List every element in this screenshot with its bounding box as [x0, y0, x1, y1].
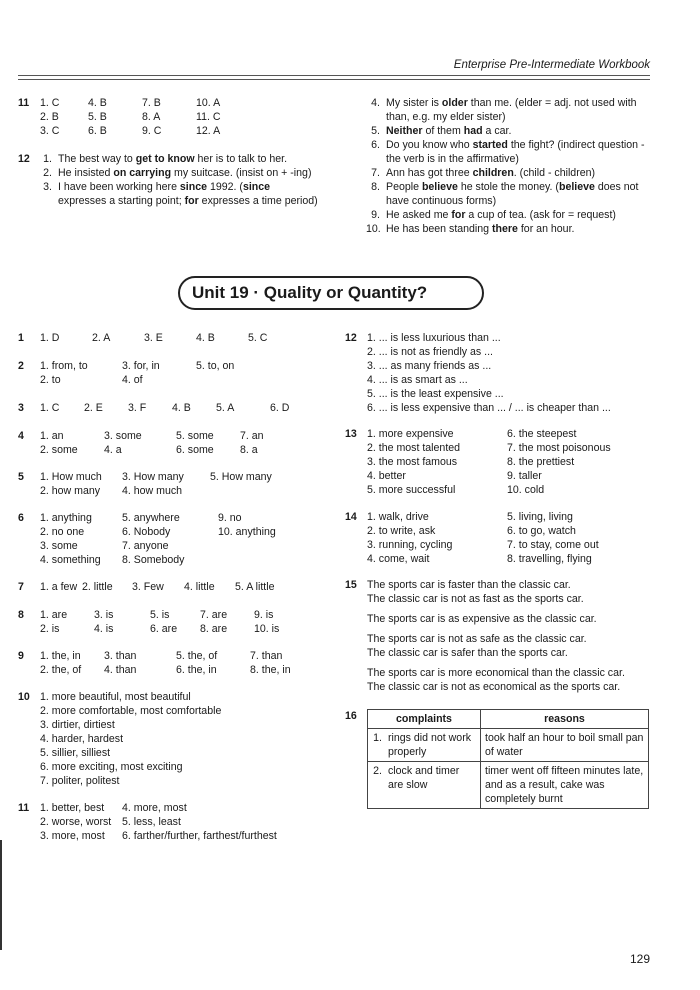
answer: 2. some: [40, 444, 78, 456]
answer-row: [367, 483, 655, 497]
answer: 1. How much: [40, 471, 102, 483]
answer: 4. B: [88, 97, 107, 109]
answer: 2. how many: [40, 485, 101, 497]
sentence: The classic car is not as economical as the sports car.: [367, 681, 621, 693]
answer-row: [40, 829, 338, 843]
exercise-5: 5 1. How much 3. How many 5. How many 2. how many 4. how much: [18, 470, 328, 498]
answer: 10. is: [254, 623, 280, 635]
answer: 3. E: [144, 332, 163, 344]
answer-item: 1. The best way to get to know her is to talk to her.: [43, 153, 288, 165]
answer-row: [40, 511, 328, 525]
answer: 1. from, to: [40, 360, 88, 372]
answer: 1. an: [40, 430, 64, 442]
answer-item: 2. ... is not as friendly as ...: [367, 346, 494, 358]
answer: 7. to stay, come out: [507, 539, 599, 551]
answer-row: [40, 96, 328, 110]
answer-row: [367, 552, 655, 566]
answer-item: 7. Ann has got three children. (child - children): [371, 167, 596, 179]
answer-item: 10. He has been standing there for an hour.: [366, 223, 575, 235]
answer: 9. C: [142, 125, 162, 137]
exercise-8: 8 1. are 3. is 5. is 7. are 9. is 2. is 4. is 6. are 8. are 10. is: [18, 608, 328, 636]
answer: 4. how much: [122, 485, 183, 497]
exercise-12-previous-continued: [366, 96, 650, 236]
answer-row: [367, 510, 655, 524]
answer: 8. Somebody: [122, 554, 185, 566]
answer-row: [40, 110, 328, 124]
answer-item: 6. Do you know who started the fight? (indirect question - the verb is in the affirmative): [371, 139, 645, 165]
exercise-13: 13 1. more expensive 6. the steepest 2. the most talented 7. the most poisonous 3. the most famous 8. the prettiest 4. better 9. taller 5. more successful 10. cold: [345, 427, 655, 497]
answer-row: [367, 524, 655, 538]
answer: 1. D: [40, 332, 60, 344]
answer: 4. than: [104, 664, 137, 676]
answer-item: 1. ... is less luxurious than ...: [367, 332, 501, 344]
answer: 4. more, most: [122, 802, 187, 814]
unit-title: Unit 19 · Quality or Quantity?: [178, 276, 484, 310]
answer: 1. anything: [40, 512, 92, 524]
answer: 2. B: [40, 111, 59, 123]
answer-row: [40, 608, 328, 622]
answer-item: 5. Neither of them had a car.: [371, 125, 512, 137]
answer-row: [367, 441, 655, 455]
exercise-14: 14 1. walk, drive 5. living, living 2. to write, ask 6. to go, watch 3. running, cycling 7. to stay, come out 4. come, wait 8. travelling, flying: [345, 510, 655, 566]
answer: 7. than: [250, 650, 283, 662]
answer-row: [40, 539, 328, 553]
answer: 3. running, cycling: [367, 539, 453, 551]
answer: 12. A: [196, 125, 221, 137]
answer-row: [40, 815, 338, 829]
exercise-1: 1 1. D 2. A 3. E 4. B 5. C: [18, 331, 328, 345]
answer-row: [367, 427, 655, 441]
answer: 5. less, least: [122, 816, 181, 828]
exercise-10: 10 1. more beautiful, most beautiful 2. more comfortable, most comfortable 3. dirtier, dirtiest 4. harder, hardest 5. sillier, silliest 6. more exciting, most exciting 7. politer, politest: [18, 690, 328, 788]
answer-item: 7. politer, politest: [40, 775, 120, 787]
table-row: 2. clock and timer are slow timer went off fifteen minutes late, and as a result, cake was completely burnt: [368, 762, 649, 809]
answer-row: [40, 331, 328, 345]
exercise-9: 9 1. the, in 3. than 5. the, of 7. than 2. the, of 4. than 6. the, in 8. the, in: [18, 649, 328, 677]
answer: 8. the, in: [250, 664, 291, 676]
answer: 6. farther/further, farthest/furthest: [122, 830, 277, 842]
running-header: Enterprise Pre-Intermediate Workbook: [453, 59, 650, 71]
answer: 8. the prettiest: [507, 456, 575, 468]
answer: 8. travelling, flying: [507, 553, 592, 565]
answer-row: [40, 649, 328, 663]
complaints-table: [367, 709, 649, 809]
answer: 3. How many: [122, 471, 184, 483]
answer: 5. anywhere: [122, 512, 180, 524]
answer: 7. B: [142, 97, 161, 109]
table-header: reasons: [481, 710, 649, 729]
sentence: The classic car is safer than the sports car.: [367, 647, 568, 659]
answer: 1. a few: [40, 581, 78, 593]
answer: 3. C: [40, 125, 60, 137]
answer: 7. an: [240, 430, 264, 442]
answer: 2. to: [40, 374, 61, 386]
answer-row: [40, 525, 328, 539]
answer-row: [40, 470, 328, 484]
answer: 3. for, in: [122, 360, 160, 372]
answer: 3. more, most: [40, 830, 105, 842]
answer-item: 3. dirtier, dirtiest: [40, 719, 115, 731]
answer-row: [40, 124, 328, 138]
answer: 4. of: [122, 374, 143, 386]
answer: 10. cold: [507, 484, 545, 496]
answer: 1. walk, drive: [367, 511, 429, 523]
answer-row: [40, 801, 338, 815]
answer-item: 5. ... is the least expensive ...: [367, 388, 504, 400]
exercise-2: 2 1. from, to 3. for, in 5. to, on 2. to 4. of: [18, 359, 328, 387]
answer: 3. some: [40, 540, 78, 552]
answer: 4. a: [104, 444, 122, 456]
answer-item: 3. I have been working here since 1992. (since expresses a starting point; for expresses a time period): [43, 181, 318, 207]
header-rule-2: [18, 79, 650, 80]
answer-item: 1. more beautiful, most beautiful: [40, 691, 191, 703]
list: [40, 152, 320, 208]
answer-row: [40, 359, 328, 373]
table-header: complaints: [368, 710, 481, 729]
exercise-11-previous: 11 1. C 4. B 7. B 10. A 2. B 5. B 8. A 11. C 3. C 6. B 9. C 12. A: [18, 96, 328, 138]
sentence-group: [367, 632, 655, 660]
answer: 5. A little: [235, 581, 275, 593]
answer: 4. something: [40, 554, 101, 566]
answer: 4. is: [94, 623, 114, 635]
answer-item: 4. My sister is older than me. (elder = adj. not used with than, e.g. my elder sister): [371, 97, 637, 123]
answer: 3. F: [128, 402, 147, 414]
answer: 7. anyone: [122, 540, 169, 552]
answer: 3. than: [104, 650, 137, 662]
answer: 9. is: [254, 609, 274, 621]
table-row: 1. rings did not work properly took half an hour to boil small pan of water: [368, 729, 649, 762]
answer: 3. the most famous: [367, 456, 458, 468]
answer: 4. better: [367, 470, 406, 482]
page-edge-mark: [0, 840, 2, 950]
answer: 10. anything: [218, 526, 276, 538]
answer: 4. B: [196, 332, 215, 344]
sentence-group: [367, 578, 655, 606]
exercise-12-previous: 12 1. The best way to get to know her is to talk to her. 2. He insisted on carrying my suitcase. (insist on + -ing) 3. I have been working here since 1992. (since expresses a starting point; for expresses a time period): [18, 152, 320, 208]
answer: 1. are: [40, 609, 68, 621]
answer: 2. the, of: [40, 664, 82, 676]
answer: 11. C: [196, 111, 221, 123]
answer-row: [40, 580, 328, 594]
answer: 3. some: [104, 430, 142, 442]
answer: 1. C: [40, 97, 60, 109]
answer-item: 6. more exciting, most exciting: [40, 761, 183, 773]
list: [366, 96, 650, 236]
answer: 9. no: [218, 512, 242, 524]
answer: 4. come, wait: [367, 553, 430, 565]
answer: 2. no one: [40, 526, 85, 538]
answer-item: 8. People believe he stole the money. (believe does not have continuous forms): [371, 181, 639, 207]
header-rule: [18, 75, 650, 76]
sentence: The sports car is not as safe as the classic car.: [367, 633, 587, 645]
answer: 1. the, in: [40, 650, 81, 662]
answer: 6. Nobody: [122, 526, 171, 538]
answer-row: [40, 663, 328, 677]
answer: 2. worse, worst: [40, 816, 112, 828]
exercise-15: 15 The sports car is faster than the classic car. The classic car is not as fast as the sports car. The sports car is as expensive as the classic car. The sports car is not as safe as the classic car. The classic car is safer than the sports car. The sports car is more economical than the classic car. The classic car is not as economical as the sports car.: [345, 578, 655, 700]
answer: 2. A: [92, 332, 111, 344]
exercise-11: 11 1. better, best 4. more, most 2. worse, worst 5. less, least 3. more, most 6. farther/further, farthest/furthest: [18, 801, 338, 843]
answer: 6. some: [176, 444, 214, 456]
answer: 5. A: [216, 402, 235, 414]
answer: 8. a: [240, 444, 258, 456]
exercise-16: 16 complaints reasons 1. rings did not work properly took half an hour to boil small pan of water 2. clock and timer are slow timer went off fifteen minutes late, and as a result, cake was completely burnt: [345, 709, 655, 809]
answer-row: [40, 553, 328, 567]
answer: 1. more expensive: [367, 428, 454, 440]
answer: 10. A: [196, 97, 221, 109]
answer-item: 6. ... is less expensive than ... / ... is cheaper than ...: [367, 402, 611, 414]
answer-row: [367, 455, 655, 469]
answer-row: [40, 429, 328, 443]
exercise-6: 6 1. anything 5. anywhere 9. no 2. no one 6. Nobody 10. anything 3. some 7. anyone 4. something 8. Somebody: [18, 511, 328, 567]
answer: 7. are: [200, 609, 228, 621]
answer: 9. taller: [507, 470, 542, 482]
answer-row: [40, 443, 328, 457]
answer: 2. the most talented: [367, 442, 461, 454]
answer: 6. B: [88, 125, 107, 137]
answer: 2. to write, ask: [367, 525, 436, 537]
answer: 5. C: [248, 332, 268, 344]
exercise-3: 3 1. C 2. E 3. F 4. B 5. A 6. D: [18, 401, 328, 415]
answer: 6. the, in: [176, 664, 217, 676]
answer-item: 2. more comfortable, most comfortable: [40, 705, 222, 717]
answer: 5. How many: [210, 471, 272, 483]
answer: 6. are: [150, 623, 178, 635]
sentence: The sports car is faster than the classic car.: [367, 579, 571, 591]
answer: 5. living, living: [507, 511, 573, 523]
answer: 8. A: [142, 111, 161, 123]
answer-item: 2. He insisted on carrying my suitcase. (insist on + -ing): [43, 167, 312, 179]
sentence: The sports car is more economical than the classic car.: [367, 667, 625, 679]
answer: 2. is: [40, 623, 60, 635]
exercise-7: 7 1. a few 2. little 3. Few 4. little 5. A little: [18, 580, 328, 594]
answer-item: 5. sillier, silliest: [40, 747, 111, 759]
answer: 5. is: [150, 609, 170, 621]
answer: 5. more successful: [367, 484, 456, 496]
answer: 1. better, best: [40, 802, 105, 814]
answer: 5. B: [88, 111, 107, 123]
answer: 6. D: [270, 402, 290, 414]
answer-row: [367, 469, 655, 483]
answer: 4. B: [172, 402, 191, 414]
sentence-group: [367, 666, 655, 694]
exercise-4: 4 1. an 3. some 5. some 7. an 2. some 4. a 6. some 8. a: [18, 429, 328, 457]
answer: 3. is: [94, 609, 114, 621]
answer: 6. the steepest: [507, 428, 577, 440]
answer: 2. little: [82, 581, 113, 593]
answer-row: [40, 484, 328, 498]
answer-item: 9. He asked me for a cup of tea. (ask for = request): [371, 209, 616, 221]
answer: 7. the most poisonous: [507, 442, 611, 454]
answer-item: 4. ... is as smart as ...: [367, 374, 468, 386]
answer-row: [40, 401, 328, 415]
page-number: 129: [629, 952, 650, 966]
answer: 3. Few: [132, 581, 164, 593]
answer-row: [40, 622, 328, 636]
answer-item: 3. ... as many friends as ...: [367, 360, 492, 372]
answer-row: [367, 538, 655, 552]
answer: 4. little: [184, 581, 215, 593]
answer: 6. to go, watch: [507, 525, 576, 537]
sentence-group: [367, 612, 655, 626]
answer: 5. the, of: [176, 650, 218, 662]
sentence: The sports car is as expensive as the classic car.: [367, 613, 597, 625]
answer: 8. are: [200, 623, 228, 635]
grid: [40, 96, 328, 138]
answer-row: [40, 373, 328, 387]
answer: 5. some: [176, 430, 214, 442]
answer: 1. C: [40, 402, 60, 414]
answer: 5. to, on: [196, 360, 235, 372]
sentence: The classic car is not as fast as the sports car.: [367, 593, 584, 605]
exercise-12: 12 1. ... is less luxurious than ... 2. ... is not as friendly as ... 3. ... as many friends as ... 4. ... is as smart as ... 5. ... is the least expensive ... 6. ... is less expensive than ... / ... is cheaper than ...: [345, 331, 655, 415]
answer: 2. E: [84, 402, 103, 414]
answer-item: 4. harder, hardest: [40, 733, 124, 745]
